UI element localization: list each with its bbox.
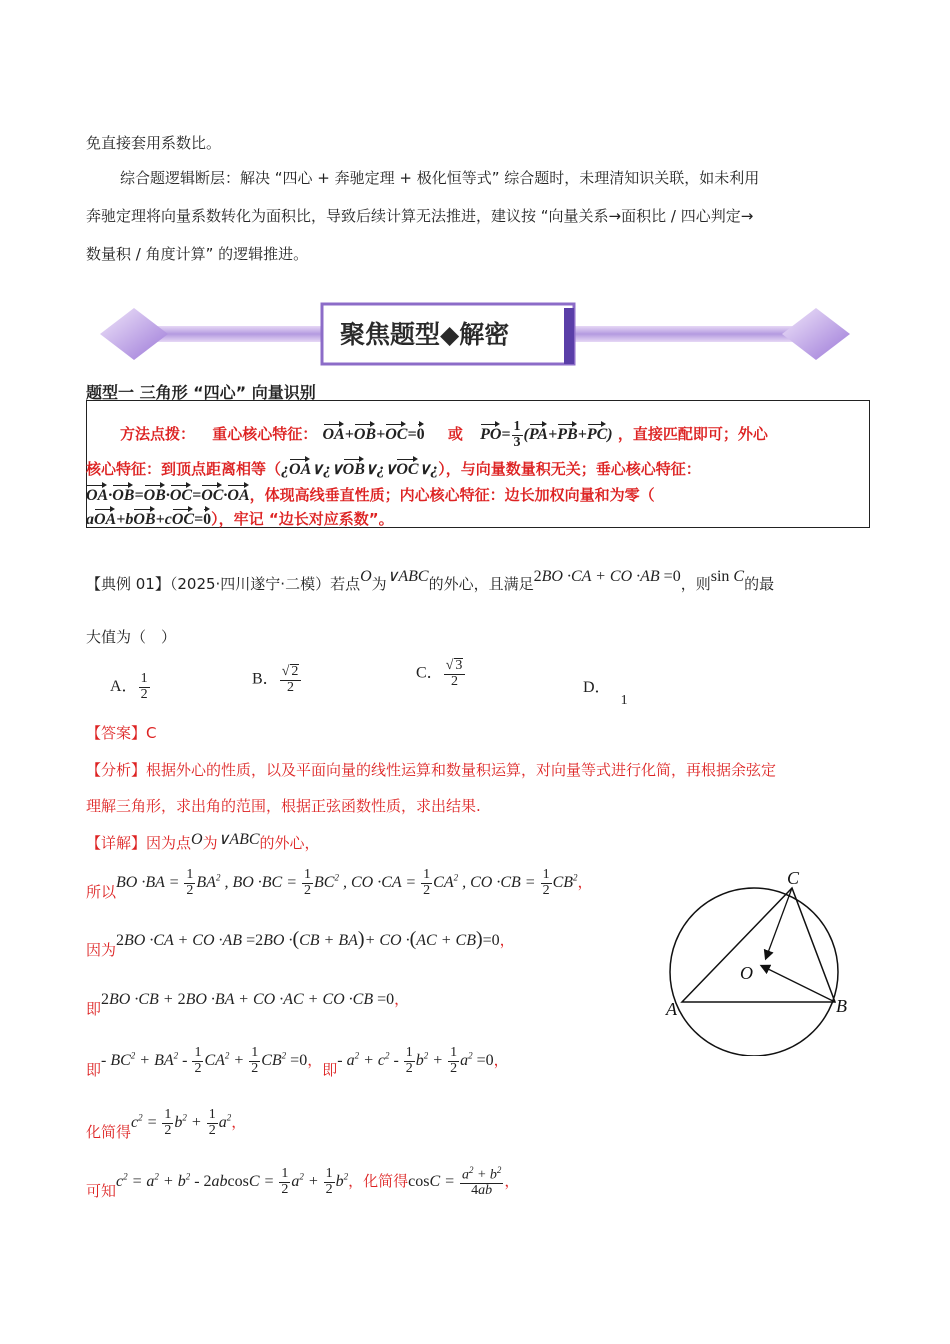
banner-left-diamond — [100, 308, 168, 360]
comma-3: ， — [394, 990, 410, 1008]
detail-kezhi: 可知 — [86, 1182, 117, 1201]
example-most: 的最 — [744, 575, 775, 593]
detail-text-a: 因为点 — [146, 834, 192, 852]
comma-5: ， — [493, 1050, 509, 1069]
comma-1: ， — [577, 872, 593, 891]
analysis-text-1: 根据外心的性质，以及平面向量的线性运算和数量积运算，对向量等式进行化简，再根据余弦定 — [146, 761, 777, 779]
example-wei: 为 — [371, 575, 387, 593]
detail-huajian-2: ，化简得 — [348, 1172, 409, 1191]
banner-right-diamond — [782, 308, 850, 360]
method-direct: ，直接匹配即可；外心 — [617, 424, 768, 443]
side-equation: - $a^2 + c^2$ - $\frac{1}{2}$ $b^2$ + $\frac{1}{2}$ $a^2 =0$ — [337, 1045, 494, 1076]
detail-text-c: 的外心， — [259, 834, 320, 852]
option-c-value: $\frac{√ 3}{2}$ — [444, 658, 466, 689]
example-line-2: 大值为（ ） — [86, 628, 177, 646]
orthocenter-tail: ，体现高线垂直性质；内心核心特征：边长加权向量和为零（ — [249, 486, 655, 504]
detail-ji-2: 即 — [86, 1060, 102, 1079]
square-equation: - $BC^2 + BA^2$ - $\frac{1}{2}$ $CA^2$ + $\frac{1}{2}$ $CB^2 =0$ — [101, 1045, 308, 1076]
option-b-letter: B． — [252, 670, 279, 688]
method-line-2 — [86, 458, 701, 479]
option-d-letter: D． — [583, 679, 611, 696]
detail-triangle: ∨ABC — [217, 831, 260, 848]
label-o: O — [740, 963, 753, 983]
section-banner — [100, 300, 850, 370]
circumcenter-label: 核心特征：到顶点距离相等（ — [86, 460, 282, 478]
detail-step-3 — [86, 988, 410, 1018]
method-line-3 — [86, 484, 655, 505]
cos-c: cosC = $\frac{a^2 + b^2}{4ab}$ — [408, 1165, 502, 1199]
detail-step-6 — [86, 1166, 519, 1199]
detail-suoyi: 所以 — [86, 882, 117, 901]
intro-line-4: 数量积 / 角度计算” 的逻辑推进。 — [86, 245, 309, 263]
option-c[interactable] — [416, 658, 466, 689]
incenter-tail: ），牢记 “边长对应系数”。 — [211, 510, 394, 528]
comma-2: ， — [499, 931, 515, 949]
comma-6: ， — [231, 1112, 247, 1131]
label-a: A — [666, 999, 677, 1019]
intro-line-3: 奔驰定理将向量系数转化为面积比，导致后续计算无法推进，建议按 “向量关系→面积比 / 四心判定→ — [86, 207, 754, 225]
intro-line-2: 综合题逻辑断层：解决 “四心 + 奔驰定理 + 极化恒等式” 综合题时，未理清知识关联，如未利用 — [120, 169, 760, 187]
option-a[interactable] — [110, 672, 151, 702]
analysis-label: 【分析】 — [86, 761, 147, 779]
comma-4: ， — [307, 1050, 323, 1069]
triangle — [682, 888, 835, 1002]
sin-c: sin C — [710, 568, 745, 585]
law-of-cosines: $c^2 = a^2 + b^2 - 2abcosC$ = $\frac{1}{2}$ $a^2$ + $\frac{1}{2}$ $b^2$ — [116, 1166, 349, 1198]
sum-equation: 2BO ·CB + 2BO ·BA + CO ·AC + CO ·CB =0 — [101, 991, 395, 1008]
example-source: （2025·四川遂宁·二模）若点 — [169, 575, 361, 593]
example-condition: 2BO ·CA + CO ·AB =0 — [533, 568, 681, 585]
detail-label: 【详解】 — [86, 834, 147, 852]
answer-label: 【答案】 — [86, 724, 147, 742]
circumcenter-tail: ），与向量数量积无关；垂心核心特征： — [438, 460, 701, 478]
detail-step-2 — [86, 928, 515, 959]
centroid-label: 重心核心特征： — [212, 424, 318, 443]
point-o: O — [360, 568, 372, 585]
detail-step-4 — [86, 1045, 509, 1079]
method-line-1 — [120, 420, 768, 450]
option-a-letter: A． — [110, 677, 138, 695]
detail-point-o: O — [191, 831, 203, 848]
detail-step-5 — [86, 1107, 247, 1141]
option-b[interactable] — [252, 664, 302, 695]
detail-yinwei: 因为 — [86, 941, 117, 959]
analysis-line-2: 理解三角形，求出角的范围，根据正弦函数性质，求出结果. — [86, 797, 481, 815]
triangle-abc: ∨ABC — [386, 568, 429, 585]
detail-ji-3: 即 — [322, 1060, 338, 1079]
method-or: 或 — [447, 424, 463, 443]
detail-line-1 — [86, 832, 320, 853]
option-a-value: $\frac{1}{2}$ — [140, 671, 148, 702]
incenter-formula: aOA+bOB+cOC=0 — [86, 511, 212, 528]
banner-frame-shadow — [564, 308, 574, 364]
detail-step-1 — [86, 867, 593, 901]
method-label: 方法点拨： — [120, 424, 196, 443]
option-c-letter: C． — [416, 664, 443, 682]
answer-line — [86, 722, 157, 743]
centroid-formula-2: PO= $\frac{1}{3}$ (PA+PB+PC) — [480, 419, 613, 450]
option-d[interactable] — [583, 674, 628, 708]
analysis-line-1 — [86, 759, 776, 780]
example-then: ，则 — [680, 575, 711, 593]
section-title: 题型一 三角形 “四心” 向量识别 — [86, 383, 316, 402]
orthocenter-formula: OA·OB=OB·OC=OC·OA — [86, 487, 250, 504]
banner-title: 聚焦题型◆解密 — [340, 320, 510, 349]
circle — [670, 888, 838, 1056]
intro-line-1: 免直接套用系数比。 — [86, 134, 222, 152]
detail-ji-1: 即 — [86, 1000, 102, 1018]
detail-text-b: 为 — [202, 834, 218, 852]
answer-value: C — [146, 724, 157, 742]
example-outer: 的外心，且满足 — [428, 575, 534, 593]
circumcenter-formula: ¿OA∨¿∨OB∨¿∨OC∨¿ — [281, 461, 439, 478]
option-b-value: $\frac{√ 2}{2}$ — [280, 664, 302, 695]
expand-equation: 2BO ·CA + CO ·AB =2BO ·(CB + BA)+ CO ·(AC + CB)=0 — [116, 928, 500, 950]
circumcircle-figure — [660, 866, 860, 1056]
example-tag: 【典例 01】 — [86, 575, 170, 593]
comma-7: ， — [504, 1172, 520, 1191]
method-line-4 — [86, 508, 394, 529]
option-d-value: 1 — [620, 693, 628, 708]
detail-huajian: 化简得 — [86, 1122, 132, 1141]
example-line-1 — [86, 568, 775, 594]
c-squared: $c^2$ = $\frac{1}{2}$ $b^2$ + $\frac{1}{2}$ $a^2$ — [131, 1107, 232, 1138]
label-c: C — [787, 868, 800, 888]
label-b: B — [836, 996, 847, 1016]
vector-co — [766, 888, 792, 958]
dot-products: BO ·BA = $\frac{1}{2}$ $BA^2$ , BO ·BC = $\frac{1}{2}$ $BC^2$ , CO ·CA = $\frac{1}{2}$ $CA^2$ , CO ·CB = $\frac{1}{2}$ $CB^2$ — [116, 867, 578, 898]
centroid-formula: OA+OB+OC=0 — [322, 425, 425, 443]
